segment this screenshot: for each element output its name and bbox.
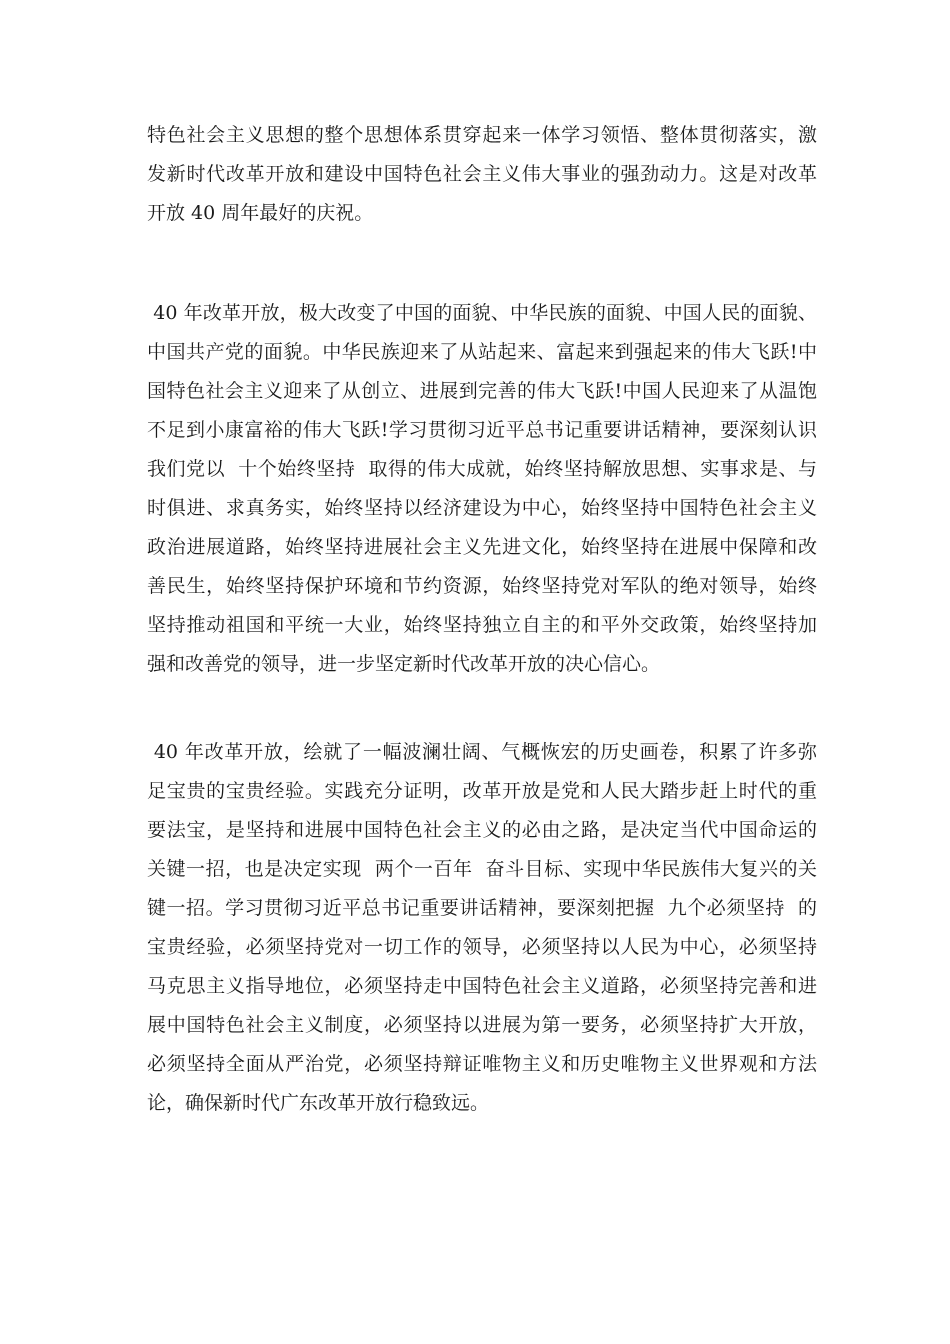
text-line: 足宝贵的宝贵经验。实践充分证明，改革开放是党和人民大踏步赶上时代的重 [147, 780, 817, 802]
paragraph-3 [147, 733, 817, 1123]
text-line: 不足到小康富裕的伟大飞跃!学习贯彻习近平总书记重要讲话精神，要深刻认识 [147, 419, 817, 441]
text-line: 键一招。学习贯彻习近平总书记重要讲话精神，要深刻把握 九个必须坚持 的 [147, 897, 817, 919]
text-line: 国特色社会主义迎来了从创立、进展到完善的伟大飞跃!中国人民迎来了从温饱 [147, 380, 817, 402]
text-line: 必须坚持全面从严治党，必须坚持辩证唯物主义和历史唯物主义世界观和方法 [147, 1053, 817, 1075]
text-line: 关键一招，也是决定实现 两个一百年 奋斗目标、实现中华民族伟大复兴的关 [147, 858, 817, 880]
text-line: 展中国特色社会主义制度，必须坚持以进展为第一要务，必须坚持扩大开放， [147, 1014, 817, 1036]
paragraph-1 [147, 116, 817, 233]
text-line: 强和改善党的领导，进一步坚定新时代改革开放的决心信心。 [147, 653, 661, 675]
text-line: 我们党以 十个始终坚持 取得的伟大成就，始终坚持解放思想、实事求是、与 [147, 458, 817, 480]
text-line: 特色社会主义思想的整个思想体系贯穿起来一体学习领悟、整体贯彻落实，激 [147, 124, 817, 146]
text-line: 政治进展道路，始终坚持进展社会主义先进文化，始终坚持在进展中保障和改 [147, 536, 817, 558]
text-line: 宝贵经验，必须坚持党对一切工作的领导，必须坚持以人民为中心，必须坚持 [147, 936, 817, 958]
text-line: 马克思主义指导地位，必须坚持走中国特色社会主义道路，必须坚持完善和进 [147, 975, 817, 997]
text-line: 发新时代改革开放和建设中国特色社会主义伟大事业的强劲动力。这是对改革 [147, 163, 817, 185]
text-line: 40 年改革开放，绘就了一幅波澜壮阔、气概恢宏的历史画卷，积累了许多弥 [147, 741, 817, 763]
text-line: 坚持推动祖国和平统一大业，始终坚持独立自主的和平外交政策，始终坚持加 [147, 614, 817, 636]
text-line: 中国共产党的面貌。中华民族迎来了从站起来、富起来到强起来的伟大飞跃!中 [147, 341, 817, 363]
text-line: 40 年改革开放，极大改变了中国的面貌、中华民族的面貌、中国人民的面貌、 [147, 302, 817, 324]
text-line: 开放 40 周年最好的庆祝。 [147, 202, 374, 224]
paragraph-2 [147, 294, 817, 684]
text-line: 论，确保新时代广东改革开放行稳致远。 [147, 1092, 490, 1114]
text-line: 要法宝，是坚持和进展中国特色社会主义的必由之路，是决定当代中国命运的 [147, 819, 817, 841]
text-line: 时俱进、求真务实，始终坚持以经济建设为中心，始终坚持中国特色社会主义 [147, 497, 817, 519]
text-line: 善民生，始终坚持保护环境和节约资源，始终坚持党对军队的绝对领导，始终 [147, 575, 817, 597]
